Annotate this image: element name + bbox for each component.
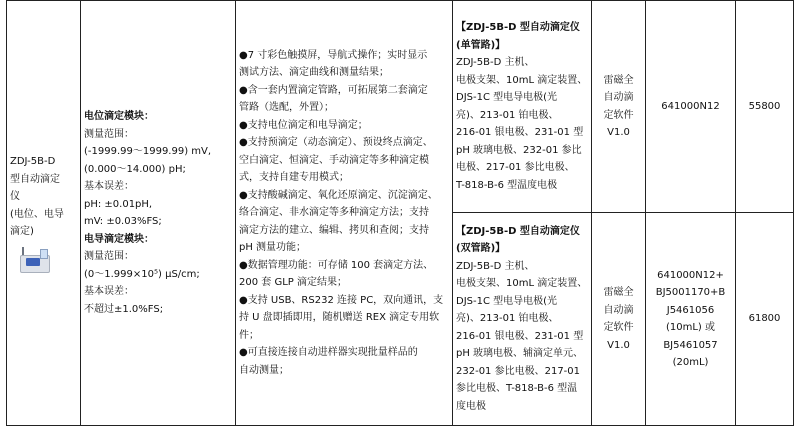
spec-line: 基本误差： [84, 181, 134, 192]
spec-line: 测量范围： [84, 251, 134, 262]
text-line: BJ5001170+B [655, 287, 726, 298]
price-cell [736, 213, 794, 426]
config-desc-line: ZDJ-5B-D 主机、 [456, 260, 535, 272]
text-line: 络合滴定、非水滴定等多种滴定方法；支持 [239, 207, 429, 219]
text-line: ●7 寸彩色触摸屏，导航式操作；实时显示 [239, 49, 428, 61]
feature-list [239, 47, 449, 380]
text-line: 定软件 [603, 322, 634, 333]
config-desc-line: 216-01 银电极、231-01 型 [456, 127, 584, 138]
config-name: (单管路)】 [456, 39, 506, 51]
text-line: 滴定方法的建立、编辑、拷贝和查阅；支持 [239, 224, 429, 236]
text-line: V1.0 [607, 339, 630, 351]
spec-list [84, 108, 232, 318]
order-code [649, 98, 732, 116]
price: 55800 [748, 100, 781, 112]
config-desc-line: 232-01 参比电极、217-01 [456, 365, 581, 377]
model-cell [7, 1, 81, 426]
config-cell-double [453, 213, 592, 426]
text-line: 641000N12 [661, 100, 720, 112]
order-code-cell [646, 1, 736, 213]
text-line: ●可直接连接自动进样器实现批量样品的 [239, 347, 418, 359]
config-desc-line: pH 玻璃电极、辅滴定单元、 [456, 348, 584, 360]
software-cell [592, 213, 646, 426]
config-desc-line: 亮)、213-01 铂电极、 [456, 313, 559, 325]
config-desc-line: pH 玻璃电极、232-01 参比 [456, 144, 582, 156]
price: 61800 [748, 313, 781, 325]
text-line: 200 套 GLP 滴定结果； [239, 277, 347, 289]
text-line: 空白滴定、恒滴定、手动滴定等多种滴定模 [239, 154, 429, 166]
config-desc-line: ZDJ-5B-D 主机、 [456, 57, 535, 68]
text-line: (20mL) [672, 357, 709, 368]
text-line: 型自动滴定 [10, 173, 60, 185]
software-name [595, 284, 642, 354]
text-line: V1.0 [607, 127, 630, 138]
text-line: 自动测量； [239, 364, 289, 376]
config-cell-single [453, 1, 592, 213]
text-line: 式，支持自建专用模式； [239, 172, 349, 184]
config-desc [456, 19, 588, 194]
spec-line: 基本误差： [84, 286, 134, 297]
config-desc-line: T-818-B-6 型温度电极 [456, 179, 558, 191]
text-line: 滴定) [10, 226, 34, 238]
text-line: (10mL) 或 [665, 322, 716, 333]
text-line: ●支持预滴定（动态滴定）、预设终点滴定、 [239, 137, 433, 149]
text-line: 件； [239, 329, 259, 341]
spec-line: (0.000～14.000) pH; [84, 163, 186, 175]
product-spec-table [6, 0, 794, 426]
text-line: 管路（选配，外置）； [239, 102, 334, 114]
config-desc-line: 亮)、213-01 铂电极、 [456, 109, 559, 121]
software-name [595, 72, 642, 142]
text-line: 定软件 [603, 109, 634, 121]
text-line: ●支持酸碱滴定、氧化还原滴定、沉淀滴定、 [239, 189, 438, 201]
text-line: ●数据管理功能：可存储 100 套滴定方法、 [239, 259, 434, 271]
config-desc-line: 参比电极、T-818-B-6 型温 [456, 383, 578, 395]
config-name: (双管路)】 [456, 243, 506, 255]
text-line: BJ5461057 [663, 339, 718, 351]
text-line: 雷磁全 [603, 287, 634, 298]
spec-cell [81, 1, 236, 426]
text-line: 持 U 盘即插即用，随机赠送 REX 滴定专用软 [239, 312, 440, 324]
text-line: 自动滴 [603, 304, 634, 316]
price-cell [736, 1, 794, 213]
config-name: 【ZDJ-5B-D 型自动滴定仪 [456, 225, 580, 237]
text-line: 雷磁全 [603, 74, 634, 86]
config-desc-line: DJS-1C 型电导电极(光 [456, 92, 558, 103]
spec-line: (-1999.99～1999.99) mV, [84, 146, 212, 157]
spec-line: 测量范围： [84, 128, 134, 140]
config-desc-line: 电极支架、10mL 滴定装置、 [456, 74, 588, 86]
text-line: 测试方法、滴定曲线和测量结果； [239, 67, 389, 79]
config-desc-line: 电极支架、10mL 滴定装置、 [456, 278, 588, 290]
spec-line: (0～1.999×10⁵) μS/cm; [84, 268, 200, 280]
titrator-device-icon [18, 247, 50, 273]
table-row [7, 1, 794, 213]
text-line: 自动滴 [603, 92, 634, 103]
spec-line: 不超过±1.0%FS; [84, 303, 164, 315]
config-desc-line: DJS-1C 型电导电极(光 [456, 295, 558, 307]
features-cell [236, 1, 453, 426]
text-line: ●含一套内置滴定管路，可拓展第二套滴定 [239, 84, 428, 96]
text-line: ZDJ-5B-D [10, 156, 56, 168]
software-cell [592, 1, 646, 213]
text-line: pH 测量功能； [239, 242, 307, 254]
text-line: ●支持 USB、RS232 连接 PC，双向通讯，支 [239, 294, 444, 306]
config-name: 【ZDJ-5B-D 型自动滴定仪 [456, 22, 580, 33]
spec-line: mV: ±0.03%FS; [84, 216, 162, 227]
spec-heading: 电位滴定模块： [84, 111, 154, 122]
config-desc-line: 电极、217-01 参比电极、 [456, 162, 575, 173]
config-desc-line: 度电极 [456, 400, 486, 412]
text-line: (电位、电导 [10, 208, 64, 220]
order-code-cell [646, 213, 736, 426]
text-line: ●支持电位滴定和电导滴定； [239, 119, 368, 131]
config-desc [456, 223, 588, 416]
text-line: 641000N12+ [657, 269, 724, 281]
text-line: J5461056 [666, 304, 715, 316]
spec-line: pH: ±0.01pH, [84, 198, 153, 210]
model-name [10, 153, 77, 241]
spec-heading: 电导滴定模块： [84, 233, 154, 245]
config-desc-line: 216-01 银电极、231-01 型 [456, 330, 584, 342]
order-code [649, 267, 732, 372]
text-line: 仪 [10, 191, 20, 203]
